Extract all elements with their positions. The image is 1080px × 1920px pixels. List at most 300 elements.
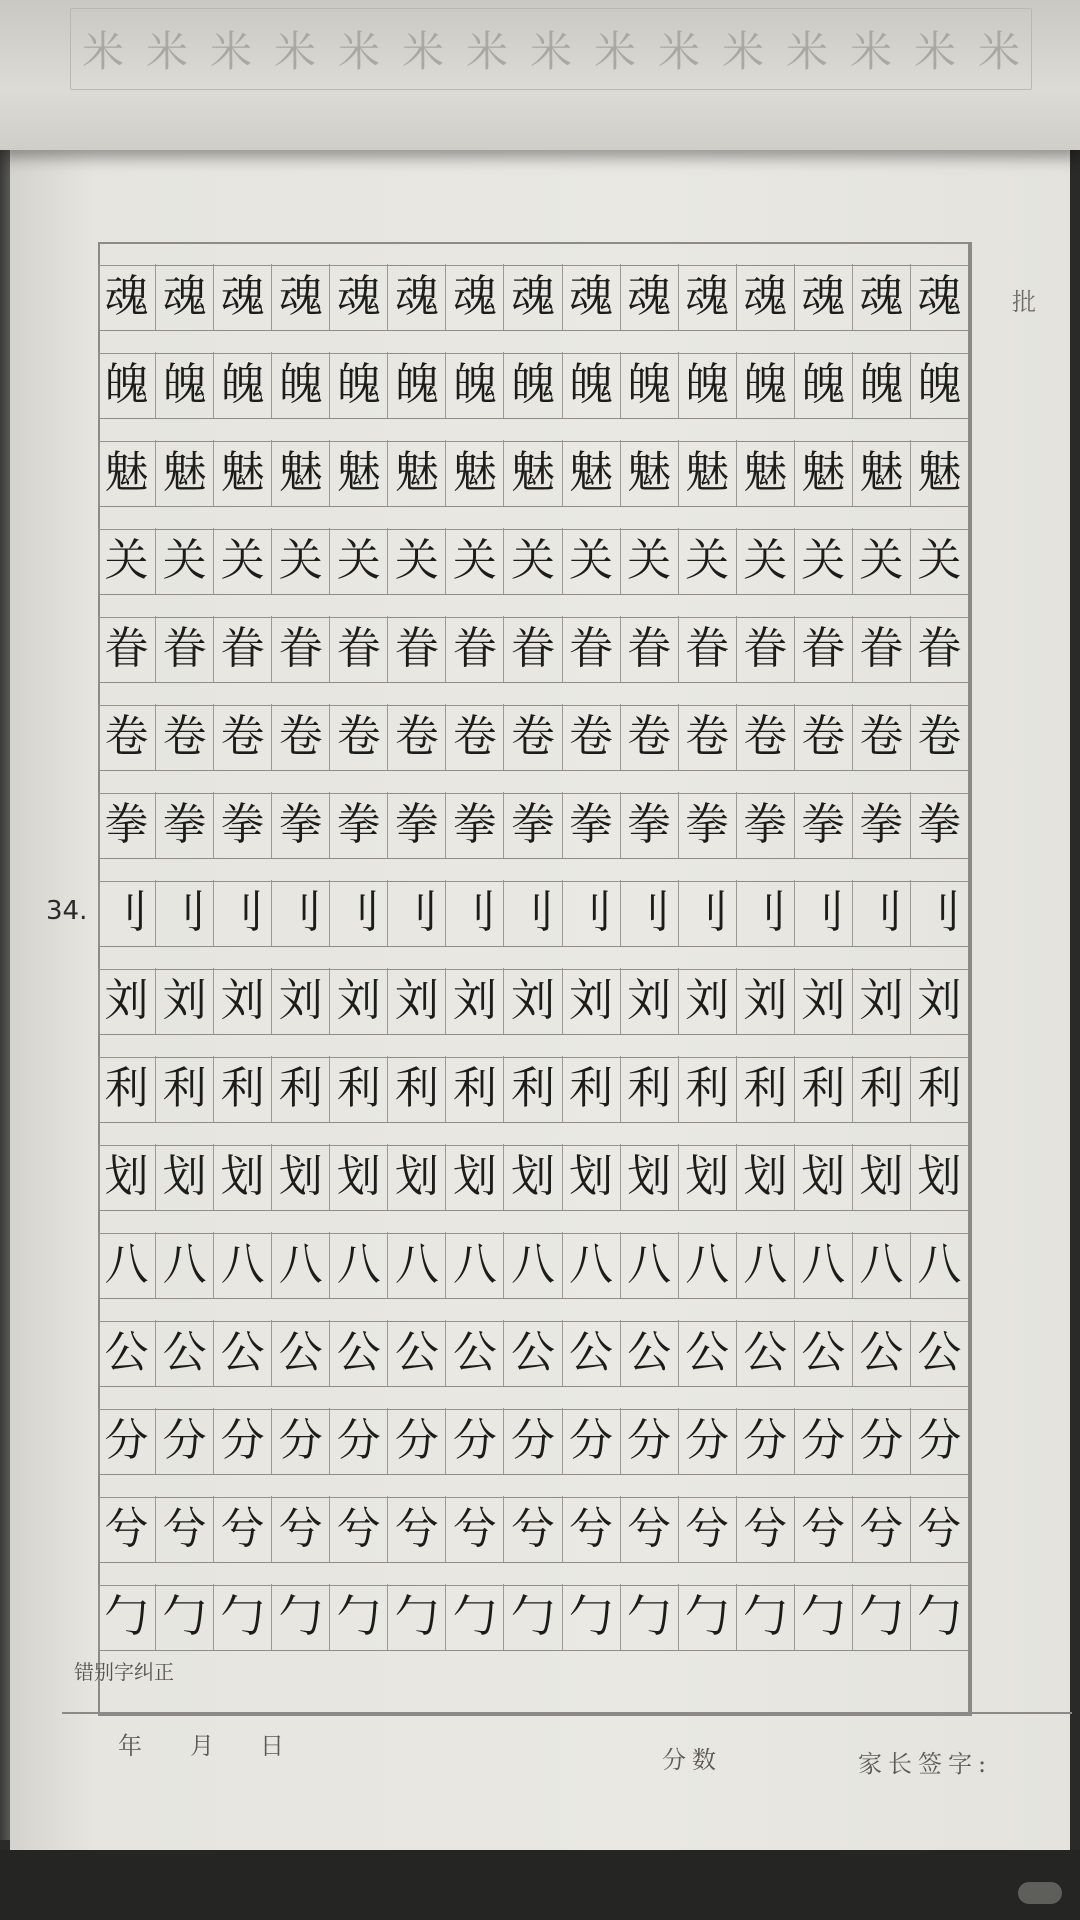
ghost-character: 米 <box>849 27 892 76</box>
character-cell: 关 <box>737 528 795 594</box>
character-cell: 魄 <box>330 352 388 418</box>
character-cell: 勹 <box>504 1584 562 1650</box>
footer-divider <box>62 1712 1072 1714</box>
character-cell: 关 <box>272 528 330 594</box>
character-cell: 八 <box>214 1232 272 1298</box>
character-cell: 划 <box>621 1144 679 1210</box>
ghost-character: 米 <box>593 27 636 76</box>
row-number: 34. <box>46 896 88 926</box>
character-cell: 兮 <box>737 1496 795 1562</box>
practice-row <box>98 770 968 860</box>
row-spacer-band <box>98 946 968 970</box>
row-spacer-band <box>98 418 968 442</box>
character-cell: 拳 <box>156 792 214 858</box>
row-spacer-band <box>98 858 968 882</box>
character-cell: 兮 <box>621 1496 679 1562</box>
character-cell: 兮 <box>214 1496 272 1562</box>
character-cell: 公 <box>737 1320 795 1386</box>
character-cell: 划 <box>98 1144 156 1210</box>
row-spacer-band <box>98 330 968 354</box>
row-cells <box>98 440 968 507</box>
character-cell: 魄 <box>679 352 737 418</box>
row-spacer-band <box>98 1122 968 1146</box>
character-cell: 八 <box>156 1232 214 1298</box>
character-cell: 魂 <box>563 264 621 330</box>
character-cell: 刂 <box>853 880 911 946</box>
character-cell: 刂 <box>563 880 621 946</box>
character-cell: 魅 <box>272 440 330 506</box>
ghost-character: 米 <box>529 27 572 76</box>
row-spacer-band <box>98 1562 968 1586</box>
character-cell: 兮 <box>795 1496 853 1562</box>
character-cell: 划 <box>214 1144 272 1210</box>
character-cell: 魂 <box>330 264 388 330</box>
character-cell: 卷 <box>504 704 562 770</box>
character-cell: 八 <box>272 1232 330 1298</box>
character-cell: 分 <box>330 1408 388 1474</box>
character-cell: 利 <box>214 1056 272 1122</box>
row-spacer-band <box>98 1474 968 1498</box>
practice-row <box>98 946 968 1036</box>
practice-row <box>98 858 968 948</box>
row-cells <box>98 1232 968 1299</box>
character-cell: 刘 <box>621 968 679 1034</box>
character-cell: 魄 <box>563 352 621 418</box>
character-cell: 魅 <box>795 440 853 506</box>
character-cell: 公 <box>272 1320 330 1386</box>
character-cell: 魂 <box>795 264 853 330</box>
character-cell: 魅 <box>214 440 272 506</box>
practice-row <box>98 1386 968 1476</box>
character-cell: 利 <box>156 1056 214 1122</box>
ghost-character: 米 <box>657 27 700 76</box>
character-cell: 分 <box>272 1408 330 1474</box>
character-cell: 利 <box>563 1056 621 1122</box>
character-cell: 划 <box>737 1144 795 1210</box>
character-cell: 眷 <box>388 616 446 682</box>
character-cell: 利 <box>388 1056 446 1122</box>
practice-row <box>98 1034 968 1124</box>
row-cells <box>98 704 968 771</box>
character-cell: 魅 <box>737 440 795 506</box>
character-cell: 卷 <box>795 704 853 770</box>
character-cell: 关 <box>330 528 388 594</box>
row-cells <box>98 880 968 947</box>
practice-row <box>98 330 968 420</box>
character-cell: 拳 <box>853 792 911 858</box>
character-cell: 兮 <box>156 1496 214 1562</box>
character-cell: 分 <box>679 1408 737 1474</box>
character-cell: 关 <box>504 528 562 594</box>
character-cell: 公 <box>330 1320 388 1386</box>
character-cell: 魄 <box>853 352 911 418</box>
row-cells <box>98 1584 968 1651</box>
character-cell: 魄 <box>504 352 562 418</box>
ghost-character: 米 <box>209 27 252 76</box>
character-cell: 划 <box>504 1144 562 1210</box>
character-cell: 勹 <box>853 1584 911 1650</box>
character-cell: 刂 <box>737 880 795 946</box>
character-cell: 利 <box>679 1056 737 1122</box>
character-cell: 魂 <box>214 264 272 330</box>
character-cell: 眷 <box>795 616 853 682</box>
character-cell: 卷 <box>853 704 911 770</box>
character-cell: 关 <box>98 528 156 594</box>
character-cell: 拳 <box>388 792 446 858</box>
character-cell: 魄 <box>98 352 156 418</box>
character-cell: 魂 <box>272 264 330 330</box>
character-cell: 魅 <box>504 440 562 506</box>
character-cell: 眷 <box>853 616 911 682</box>
character-cell: 魂 <box>853 264 911 330</box>
character-cell: 勹 <box>737 1584 795 1650</box>
character-cell: 魄 <box>795 352 853 418</box>
character-cell: 划 <box>446 1144 504 1210</box>
row-cells <box>98 792 968 859</box>
character-cell: 刘 <box>98 968 156 1034</box>
date-year-label: 年 <box>118 1732 148 1760</box>
date-month-label: 月 <box>190 1732 220 1760</box>
character-cell: 划 <box>853 1144 911 1210</box>
character-cell: 拳 <box>330 792 388 858</box>
character-cell: 刘 <box>330 968 388 1034</box>
character-cell: 勹 <box>388 1584 446 1650</box>
ghost-character: 米 <box>977 27 1020 76</box>
ghost-character: 米 <box>337 27 380 76</box>
character-cell: 眷 <box>737 616 795 682</box>
character-cell: 魅 <box>911 440 968 506</box>
row-spacer-band <box>98 506 968 530</box>
row-cells <box>98 968 968 1035</box>
character-cell: 眷 <box>621 616 679 682</box>
character-cell: 公 <box>679 1320 737 1386</box>
character-cell: 眷 <box>98 616 156 682</box>
character-cell: 公 <box>911 1320 968 1386</box>
character-cell: 八 <box>446 1232 504 1298</box>
character-cell: 利 <box>795 1056 853 1122</box>
character-cell: 勹 <box>911 1584 968 1650</box>
character-cell: 拳 <box>679 792 737 858</box>
character-cell: 八 <box>679 1232 737 1298</box>
character-cell: 卷 <box>563 704 621 770</box>
character-cell: 魅 <box>446 440 504 506</box>
character-cell: 卷 <box>621 704 679 770</box>
correction-label: 错别字纠正 <box>74 1660 174 1684</box>
practice-row <box>98 1122 968 1212</box>
character-cell: 魄 <box>272 352 330 418</box>
character-cell: 勹 <box>563 1584 621 1650</box>
character-cell: 刘 <box>388 968 446 1034</box>
character-cell: 关 <box>853 528 911 594</box>
character-cell: 刂 <box>679 880 737 946</box>
character-cell: 刘 <box>446 968 504 1034</box>
character-cell: 兮 <box>679 1496 737 1562</box>
character-cell: 兮 <box>853 1496 911 1562</box>
character-cell: 魅 <box>330 440 388 506</box>
character-cell: 八 <box>330 1232 388 1298</box>
ghost-character: 米 <box>913 27 956 76</box>
row-cells <box>98 1056 968 1123</box>
character-cell: 拳 <box>911 792 968 858</box>
character-cell: 拳 <box>504 792 562 858</box>
character-cell: 公 <box>563 1320 621 1386</box>
character-cell: 拳 <box>795 792 853 858</box>
character-cell: 魂 <box>911 264 968 330</box>
character-cell: 眷 <box>911 616 968 682</box>
character-cell: 卷 <box>679 704 737 770</box>
character-cell: 卷 <box>446 704 504 770</box>
character-cell: 魅 <box>621 440 679 506</box>
character-cell: 关 <box>621 528 679 594</box>
character-cell: 分 <box>563 1408 621 1474</box>
character-cell: 卷 <box>330 704 388 770</box>
character-cell: 魂 <box>98 264 156 330</box>
character-cell: 刂 <box>795 880 853 946</box>
character-cell: 划 <box>911 1144 968 1210</box>
character-cell: 魄 <box>156 352 214 418</box>
practice-row <box>98 682 968 772</box>
character-cell: 刂 <box>911 880 968 946</box>
character-cell: 眷 <box>679 616 737 682</box>
practice-row <box>98 242 968 332</box>
character-cell: 刘 <box>853 968 911 1034</box>
character-cell: 刂 <box>504 880 562 946</box>
character-cell: 关 <box>446 528 504 594</box>
character-cell: 分 <box>214 1408 272 1474</box>
character-cell: 八 <box>98 1232 156 1298</box>
practice-row <box>98 594 968 684</box>
ghost-character: 米 <box>273 27 316 76</box>
table-surface <box>0 1850 1080 1920</box>
character-cell: 魄 <box>737 352 795 418</box>
character-cell: 划 <box>563 1144 621 1210</box>
character-cell: 刘 <box>679 968 737 1034</box>
character-cell: 关 <box>679 528 737 594</box>
character-cell: 公 <box>98 1320 156 1386</box>
ghost-character: 米 <box>465 27 508 76</box>
overlapping-page <box>0 0 1080 150</box>
character-cell: 勹 <box>330 1584 388 1650</box>
watermark-logo <box>1018 1882 1062 1904</box>
character-cell: 兮 <box>388 1496 446 1562</box>
character-cell: 拳 <box>563 792 621 858</box>
character-cell: 拳 <box>446 792 504 858</box>
character-cell: 眷 <box>446 616 504 682</box>
character-cell: 划 <box>272 1144 330 1210</box>
character-cell: 卷 <box>272 704 330 770</box>
character-cell: 眷 <box>214 616 272 682</box>
character-cell: 分 <box>446 1408 504 1474</box>
character-cell: 八 <box>621 1232 679 1298</box>
character-cell: 魂 <box>621 264 679 330</box>
row-cells <box>98 1408 968 1475</box>
character-cell: 利 <box>504 1056 562 1122</box>
character-cell: 关 <box>214 528 272 594</box>
character-cell: 刂 <box>621 880 679 946</box>
character-cell: 刂 <box>388 880 446 946</box>
character-cell: 勹 <box>679 1584 737 1650</box>
character-cell: 划 <box>388 1144 446 1210</box>
character-cell: 兮 <box>98 1496 156 1562</box>
character-cell: 眷 <box>504 616 562 682</box>
character-cell: 魂 <box>446 264 504 330</box>
character-cell: 利 <box>853 1056 911 1122</box>
row-spacer-band <box>98 770 968 794</box>
row-cells <box>98 1144 968 1211</box>
character-cell: 刘 <box>737 968 795 1034</box>
ghost-grid-row <box>70 8 1032 90</box>
character-cell: 魄 <box>621 352 679 418</box>
character-cell: 魄 <box>446 352 504 418</box>
character-cell: 勹 <box>98 1584 156 1650</box>
character-cell: 卷 <box>98 704 156 770</box>
character-cell: 兮 <box>563 1496 621 1562</box>
character-cell: 八 <box>911 1232 968 1298</box>
character-cell: 利 <box>272 1056 330 1122</box>
character-cell: 分 <box>621 1408 679 1474</box>
character-cell: 拳 <box>272 792 330 858</box>
character-cell: 刂 <box>98 880 156 946</box>
character-cell: 分 <box>504 1408 562 1474</box>
character-cell: 八 <box>853 1232 911 1298</box>
character-cell: 兮 <box>330 1496 388 1562</box>
character-cell: 拳 <box>98 792 156 858</box>
character-cell: 魅 <box>388 440 446 506</box>
character-cell: 关 <box>795 528 853 594</box>
ghost-character: 米 <box>81 27 124 76</box>
character-cell: 公 <box>853 1320 911 1386</box>
character-cell: 勹 <box>446 1584 504 1650</box>
character-cell: 利 <box>446 1056 504 1122</box>
character-cell: 魄 <box>214 352 272 418</box>
character-cell: 分 <box>853 1408 911 1474</box>
date-day-label: 日 <box>260 1732 290 1760</box>
character-cell: 眷 <box>272 616 330 682</box>
character-cell: 公 <box>795 1320 853 1386</box>
character-cell: 利 <box>621 1056 679 1122</box>
practice-row <box>98 418 968 508</box>
grading-label: 批 <box>1012 288 1036 316</box>
character-cell: 兮 <box>446 1496 504 1562</box>
practice-row <box>98 1298 968 1388</box>
character-cell: 眷 <box>330 616 388 682</box>
row-spacer-band <box>98 682 968 706</box>
character-cell: 刘 <box>214 968 272 1034</box>
character-cell: 分 <box>911 1408 968 1474</box>
row-spacer-band <box>98 1386 968 1410</box>
character-cell: 公 <box>156 1320 214 1386</box>
character-cell: 刘 <box>563 968 621 1034</box>
character-cell: 刂 <box>156 880 214 946</box>
character-cell: 勹 <box>156 1584 214 1650</box>
character-cell: 勹 <box>795 1584 853 1650</box>
character-cell: 拳 <box>621 792 679 858</box>
character-cell: 魂 <box>679 264 737 330</box>
character-cell: 卷 <box>156 704 214 770</box>
character-cell: 公 <box>621 1320 679 1386</box>
practice-row <box>98 1562 968 1652</box>
character-cell: 公 <box>446 1320 504 1386</box>
character-cell: 魂 <box>388 264 446 330</box>
character-cell: 关 <box>911 528 968 594</box>
character-cell: 八 <box>563 1232 621 1298</box>
character-cell: 卷 <box>214 704 272 770</box>
row-spacer-band <box>98 1298 968 1322</box>
character-cell: 分 <box>388 1408 446 1474</box>
character-cell: 眷 <box>156 616 214 682</box>
character-cell: 划 <box>795 1144 853 1210</box>
row-cells <box>98 528 968 595</box>
grading-column-divider <box>968 244 970 1714</box>
row-cells <box>98 352 968 419</box>
character-cell: 魂 <box>737 264 795 330</box>
character-cell: 八 <box>504 1232 562 1298</box>
character-cell: 利 <box>98 1056 156 1122</box>
character-cell: 勹 <box>621 1584 679 1650</box>
parent-signature-label: 家长签字: <box>858 1750 993 1778</box>
character-cell: 八 <box>795 1232 853 1298</box>
character-cell: 划 <box>156 1144 214 1210</box>
character-cell: 魄 <box>911 352 968 418</box>
character-cell: 魅 <box>98 440 156 506</box>
row-cells <box>98 264 968 331</box>
character-cell: 魅 <box>563 440 621 506</box>
character-cell: 关 <box>156 528 214 594</box>
character-cell: 八 <box>737 1232 795 1298</box>
character-cell: 兮 <box>272 1496 330 1562</box>
character-cell: 刘 <box>156 968 214 1034</box>
row-spacer-band <box>98 242 968 266</box>
practice-row <box>98 1474 968 1564</box>
row-spacer-band <box>98 594 968 618</box>
character-cell: 勹 <box>214 1584 272 1650</box>
score-label: 分数 <box>662 1746 722 1774</box>
character-cell: 分 <box>795 1408 853 1474</box>
character-cell: 八 <box>388 1232 446 1298</box>
character-cell: 分 <box>98 1408 156 1474</box>
character-cell: 刂 <box>272 880 330 946</box>
character-cell: 刂 <box>214 880 272 946</box>
ghost-character: 米 <box>721 27 764 76</box>
row-cells <box>98 1496 968 1563</box>
ghost-character: 米 <box>145 27 188 76</box>
character-cell: 卷 <box>911 704 968 770</box>
character-cell: 公 <box>214 1320 272 1386</box>
ghost-character: 米 <box>401 27 444 76</box>
character-cell: 公 <box>504 1320 562 1386</box>
character-cell: 刘 <box>795 968 853 1034</box>
character-cell: 刂 <box>330 880 388 946</box>
practice-row <box>98 1210 968 1300</box>
character-cell: 兮 <box>504 1496 562 1562</box>
character-cell: 利 <box>330 1056 388 1122</box>
practice-row <box>98 506 968 596</box>
character-cell: 魅 <box>679 440 737 506</box>
ghost-character: 米 <box>785 27 828 76</box>
row-cells <box>98 616 968 683</box>
character-cell: 魂 <box>504 264 562 330</box>
character-cell: 拳 <box>737 792 795 858</box>
row-spacer-band <box>98 1034 968 1058</box>
character-cell: 眷 <box>563 616 621 682</box>
character-cell: 利 <box>737 1056 795 1122</box>
character-cell: 魄 <box>388 352 446 418</box>
character-cell: 刂 <box>446 880 504 946</box>
character-cell: 利 <box>911 1056 968 1122</box>
character-cell: 刘 <box>272 968 330 1034</box>
character-cell: 分 <box>156 1408 214 1474</box>
character-cell: 分 <box>737 1408 795 1474</box>
